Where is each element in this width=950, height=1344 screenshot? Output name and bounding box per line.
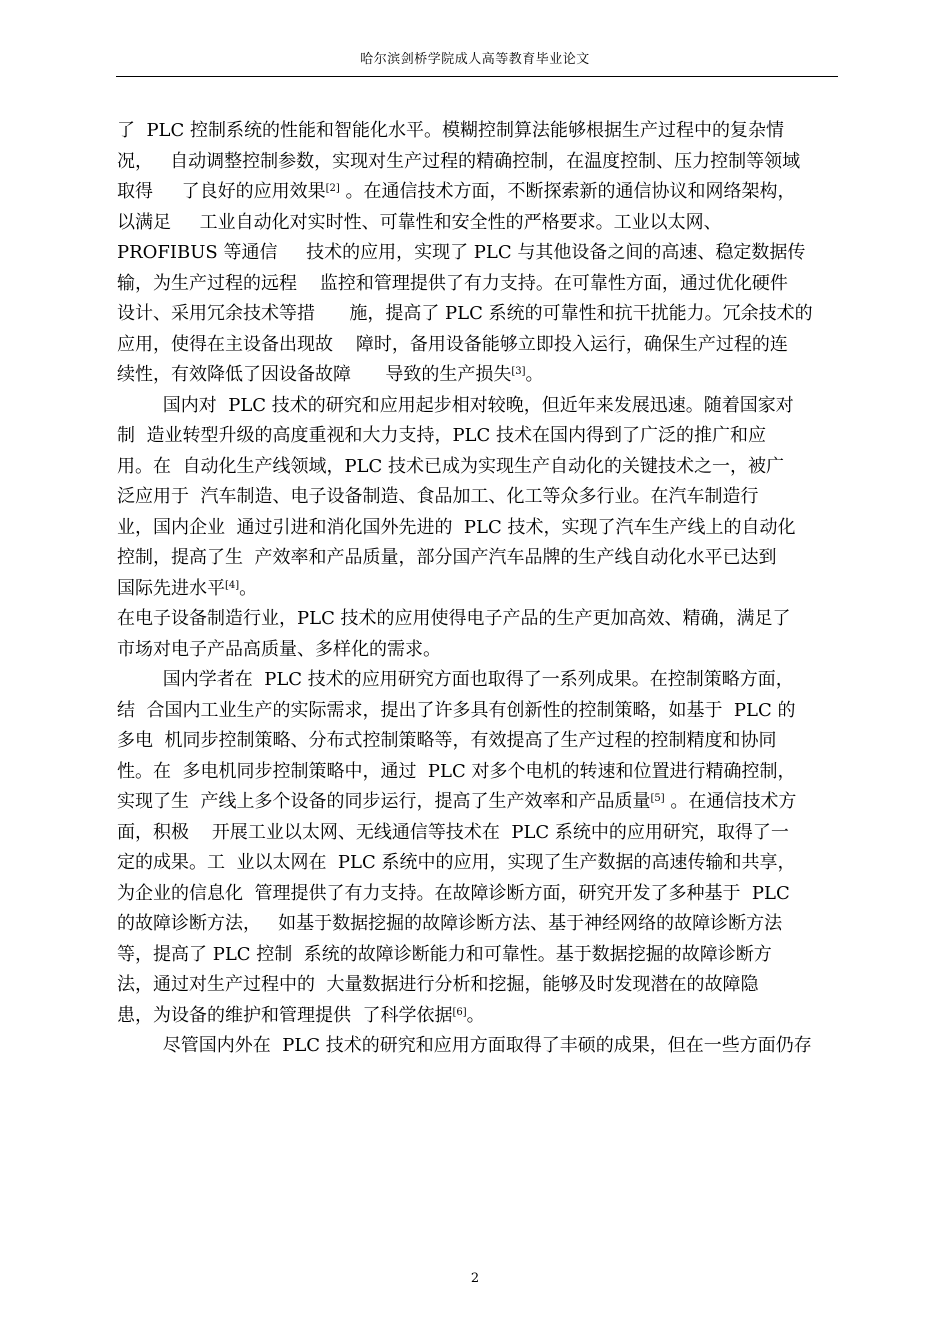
- text-line: [117, 360, 847, 391]
- text-line: [117, 177, 847, 208]
- line-text: 国内学者在 PLC 技术的应用研究方面也取得了一系列成果。在控制策略方面，: [117, 669, 794, 690]
- line-text: 尽管国内外在 PLC 技术的研究和应用方面取得了丰硕的成果，但在一些方面仍存: [117, 1035, 812, 1056]
- line-text: 定的成果。工 业以太网在 PLC 系统中的应用，实现了生产数据的高速传输和共享，: [117, 852, 796, 873]
- line-text: 应用，使得在主设备出现故 障时，备用设备能够立即投入运行，确保生产过程的连: [117, 333, 788, 355]
- citation-ref: [2]: [325, 183, 340, 194]
- line-text: 用。在 自动化生产线领域，PLC 技术已成为实现生产自动化的关键技术之一，被广: [117, 455, 784, 477]
- line-text: 结 合国内工业生产的实际需求，提出了许多具有创新性的控制策略，如基于 PLC 的: [117, 699, 796, 721]
- text-line: [117, 604, 847, 635]
- line-text: 等，提高了 PLC 控制 系统的故障诊断能力和可靠性。基于数据挖掘的故障诊断方: [117, 943, 772, 965]
- text-line: [117, 238, 847, 269]
- text-line: [117, 1001, 847, 1032]
- text-line: [117, 818, 847, 849]
- line-text: 性。在 多电机同步控制策略中，通过 PLC 对多个电机的转速和位置进行精确控制，: [117, 760, 796, 782]
- line-text: 控制，提高了生 产效率和产品质量，部分国产汽车品牌的生产线自动化水平已达到: [117, 547, 777, 568]
- page-header-title: 哈尔滨剑桥学院成人高等教育毕业论文: [360, 52, 590, 67]
- citation-ref: [5]: [650, 793, 665, 804]
- text-line: [117, 879, 847, 910]
- line-text: 续性，有效降低了因设备故障 导致的生产损失: [117, 364, 512, 385]
- text-line: [117, 299, 847, 330]
- line-text-after: 。: [525, 364, 544, 385]
- text-line: [117, 574, 847, 605]
- text-line: [117, 635, 847, 666]
- line-text: 业，国内企业 通过引进和消化国外先进的 PLC 技术，实现了汽车生产线上的自动化: [117, 516, 796, 538]
- line-text: 在电子设备制造行业，PLC 技术的应用使得电子产品的生产更加高效、精确，满足了: [117, 608, 791, 629]
- text-line: [117, 482, 847, 513]
- text-line: [117, 391, 847, 422]
- citation-ref: [6]: [452, 1006, 467, 1018]
- text-line: [117, 1031, 847, 1062]
- text-line: [117, 208, 847, 239]
- line-text: 国内对 PLC 技术的研究和应用起步相对较晚，但近年来发展迅速。随着国家对: [117, 394, 794, 416]
- line-text: 为企业的信息化 管理提供了有力支持。在故障诊断方面，研究开发了多种基于 PLC: [117, 882, 790, 904]
- text-line: [117, 665, 847, 696]
- text-line: [117, 757, 847, 788]
- text-line: [117, 543, 847, 574]
- line-text: 的故障诊断方法， 如基于数据挖掘的故障诊断方法、基于神经网络的故障诊断方法: [117, 913, 783, 934]
- citation-ref: [3]: [511, 366, 526, 377]
- line-text: 市场对电子产品高质量、多样化的需求。: [117, 638, 441, 660]
- citation-ref: [4]: [225, 579, 240, 591]
- text-line: [117, 696, 847, 727]
- line-text: 国际先进水平: [117, 577, 225, 599]
- line-text: PROFIBUS 等通信 技术的应用，实现了 PLC 与其他设备之间的高速、稳定数据传: [117, 242, 806, 263]
- text-line: [117, 970, 847, 1001]
- text-line: [117, 269, 847, 300]
- line-text: 法，通过对生产过程中的 大量数据进行分析和挖掘，能够及时发现潜在的故障隐: [117, 974, 759, 995]
- line-text: 取得 了良好的应用效果: [117, 181, 326, 202]
- text-line: [117, 421, 847, 452]
- line-text: 实现了生 产线上多个设备的同步运行，提高了生产效率和产品质量: [117, 791, 651, 812]
- line-text: 输，为生产过程的远程 监控和管理提供了有力支持。在可靠性方面，通过优化硬件: [117, 272, 788, 294]
- text-line: [117, 787, 847, 818]
- line-text: 泛应用于 汽车制造、电子设备制造、食品加工、化工等众多行业。在汽车制造行: [117, 486, 759, 507]
- line-text: 了 PLC 控制系统的性能和智能化水平。模糊控制算法能够根据生产过程中的复杂情: [117, 120, 784, 141]
- text-line: [117, 909, 847, 940]
- body-text: [117, 116, 847, 1062]
- line-text-after: 。: [239, 577, 258, 599]
- line-text: 制 造业转型升级的高度重视和大力支持，PLC 技术在国内得到了广泛的推广和应: [117, 425, 766, 446]
- text-line: [117, 116, 847, 147]
- text-line: [117, 726, 847, 757]
- text-line: [117, 848, 847, 879]
- line-text: 设计、采用冗余技术等措 施，提高了 PLC 系统的可靠性和抗干扰能力。冗余技术的: [117, 303, 813, 324]
- line-text: 以满足 工业自动化对实时性、可靠性和安全性的严格要求。工业以太网、: [117, 211, 722, 233]
- line-text: 况， 自动调整控制参数，实现对生产过程的精确控制，在温度控制、压力控制等领域: [117, 150, 801, 172]
- page-number: 2: [470, 1271, 480, 1286]
- text-line: [117, 940, 847, 971]
- line-text-after: 。在通信技术方面，不断探索新的通信协议和网络架构，: [339, 181, 796, 202]
- text-line: [117, 330, 847, 361]
- text-line: [117, 147, 847, 178]
- line-text: 面，积极 开展工业以太网、无线通信等技术在 PLC 系统中的应用研究，取得了一: [117, 821, 789, 843]
- text-line: [117, 513, 847, 544]
- header-divider: [116, 76, 838, 77]
- line-text: 患，为设备的维护和管理提供 了科学依据: [117, 1004, 453, 1026]
- text-line: [117, 452, 847, 483]
- line-text-after: 。: [466, 1004, 485, 1026]
- line-text: 多电 机同步控制策略、分布式控制策略等，有效提高了生产过程的控制精度和协同: [117, 730, 777, 751]
- line-text-after: 。在通信技术方: [664, 791, 797, 812]
